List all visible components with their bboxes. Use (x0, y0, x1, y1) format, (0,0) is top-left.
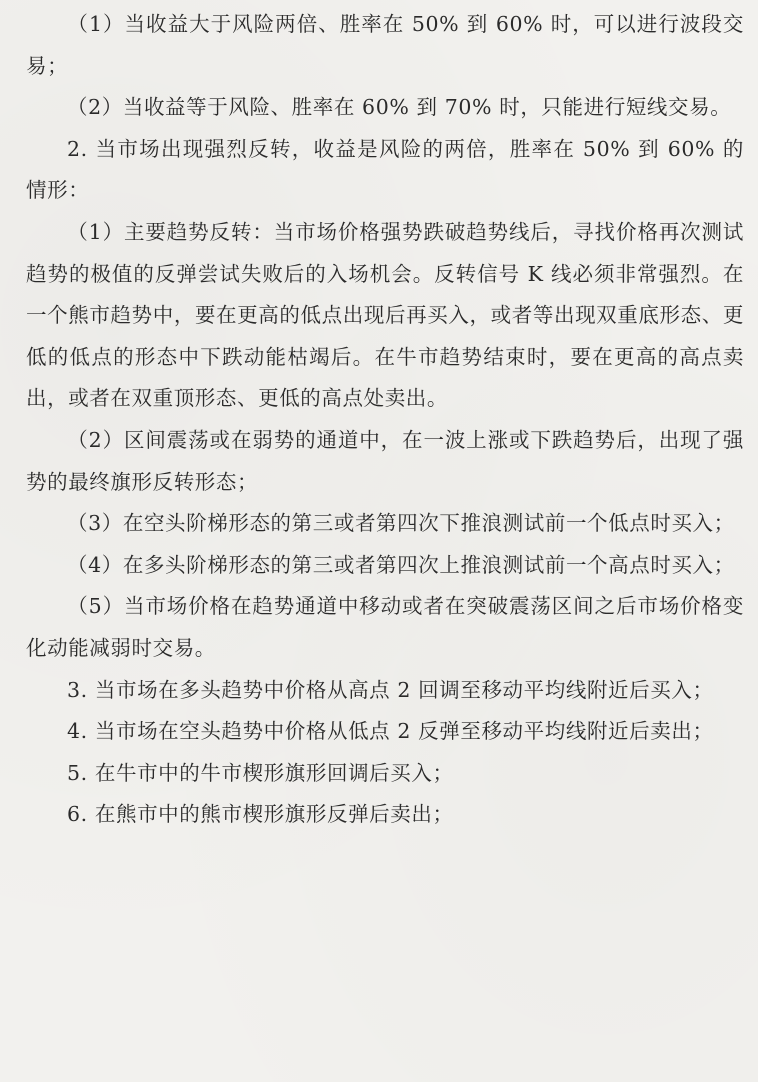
paragraph-2-text: （2）当收益等于风险、胜率在 60% 到 70% 时，只能进行短线交易。 (67, 95, 732, 120)
paragraph-9-text: 3. 当市场在多头趋势中价格从高点 2 回调至移动平均线附近后买入； (67, 677, 714, 702)
paragraph-12 (26, 794, 744, 836)
paragraph-3-text: 2. 当市场出现强烈反转，收益是风险的两倍，胜率在 50% 到 60% 的情形： (26, 136, 744, 203)
paragraph-7 (26, 545, 744, 587)
paragraph-7-text: （4）在多头阶梯形态的第三或者第四次上推浪测试前一个高点时买入； (67, 552, 735, 577)
paragraph-1-text: （1）当收益大于风险两倍、胜率在 50% 到 60% 时，可以进行波段交易； (26, 12, 744, 78)
paragraph-2 (26, 87, 744, 129)
paragraph-8 (26, 586, 744, 669)
paragraph-10-text: 4. 当市场在空头趋势中价格从低点 2 反弹至移动平均线附近后卖出； (67, 719, 714, 744)
paragraph-6 (26, 503, 744, 545)
paragraph-4 (26, 212, 744, 420)
paragraph-12-text: 6. 在熊市中的熊市楔形旗形反弹后卖出； (67, 802, 454, 827)
paragraph-5 (26, 420, 744, 503)
paragraph-5-text: （2）区间震荡或在弱势的通道中，在一波上涨或下跌趋势后，出现了强势的最终旗形反转形态； (26, 427, 744, 494)
paragraph-6-text: （3）在空头阶梯形态的第三或者第四次下推浪测试前一个低点时买入； (67, 511, 735, 536)
paragraph-3 (26, 129, 744, 212)
document-body (26, 4, 744, 836)
paragraph-11-text: 5. 在牛市中的牛市楔形旗形回调后买入； (67, 760, 454, 785)
paragraph-11 (26, 753, 744, 795)
paragraph-1 (26, 4, 744, 87)
paragraph-9 (26, 670, 744, 712)
paragraph-4-text: （1）主要趋势反转：当市场价格强势跌破趋势线后，寻找价格再次测试趋势的极值的反弹尝试失败后的入场机会。反转信号 K 线必须非常强烈。在一个熊市趋势中，要在更高的低点出现后再买入，或者等出现双重底形态、更低的低点的形态中下跌动能枯竭后。在牛市趋势结束时，要在更高的高点卖出，或者在双重顶形态、更低的高点处卖出。 (26, 219, 744, 411)
paragraph-8-text: （5）当市场价格在趋势通道中移动或者在突破震荡区间之后市场价格变化动能减弱时交易。 (26, 594, 744, 660)
paragraph-10 (26, 711, 744, 753)
